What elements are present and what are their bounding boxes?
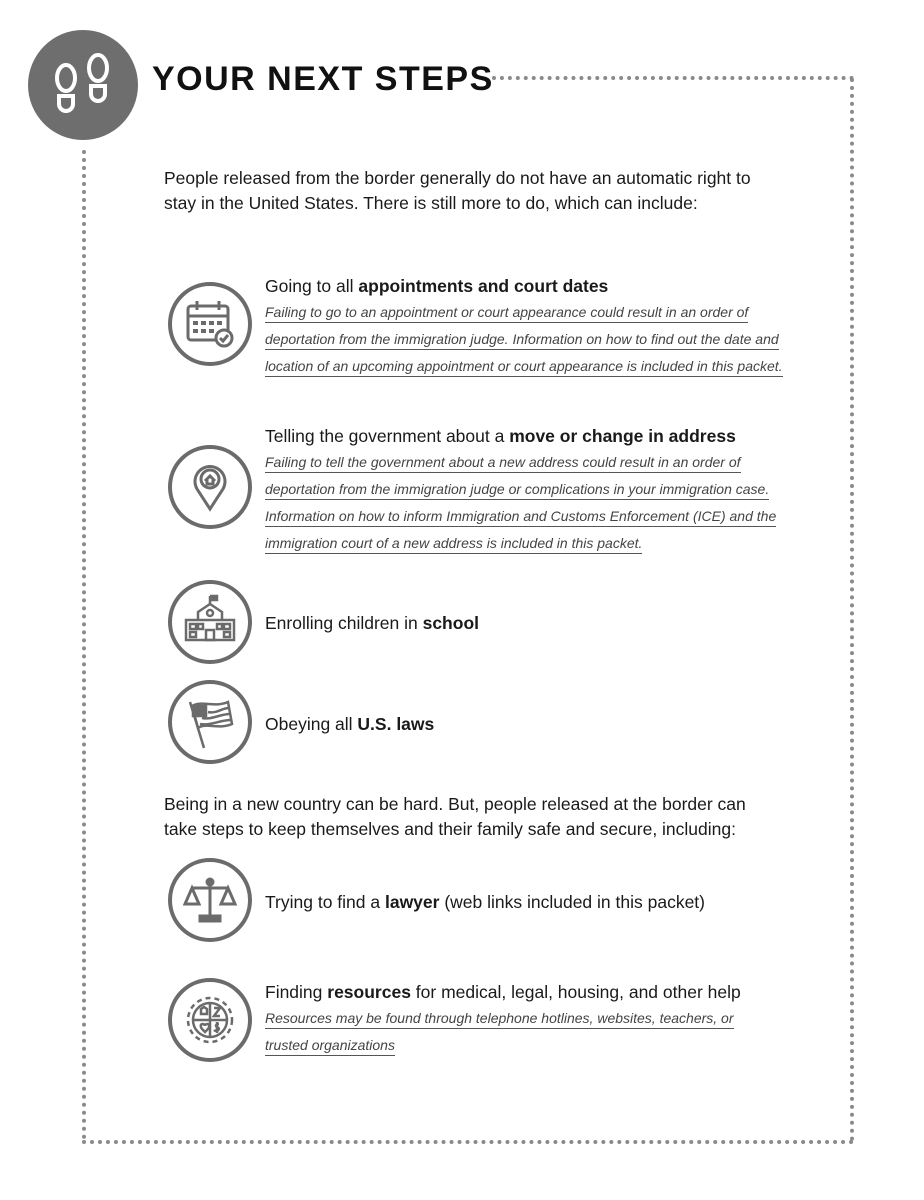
safety-paragraph (164, 792, 784, 842)
item-description-resources (265, 1006, 785, 1060)
page-title: YOUR NEXT STEPS (152, 60, 494, 98)
description-line: immigration court of a new address is included in this packet. (265, 533, 642, 554)
frame-top-border (492, 76, 854, 80)
calendar-icon (168, 282, 252, 366)
footsteps-icon (28, 30, 138, 140)
description-line: trusted organizations (265, 1035, 395, 1056)
description-line: Resources may be found through telephone hotlines, websites, teachers, or (265, 1008, 734, 1029)
frame-left-border (82, 150, 86, 1140)
heading-text: Enrolling children in (265, 613, 423, 633)
intro-paragraph (164, 166, 784, 216)
item-heading-address (265, 424, 736, 448)
intro-line: take steps to keep themselves and their family safe and secure, including: (164, 819, 736, 839)
scales-icon (168, 858, 252, 942)
heading-bold-text: U.S. laws (357, 714, 435, 734)
item-heading-appointments (265, 274, 608, 298)
description-line: deportation from the immigration judge. Information on how to find out the date and (265, 329, 779, 350)
heading-text: Telling the government about a (265, 426, 510, 446)
heading-bold-text: school (422, 613, 479, 633)
home-pin-icon (168, 445, 252, 529)
item-heading-laws (265, 712, 434, 736)
school-icon (168, 580, 252, 664)
intro-line: Being in a new country can be hard. But, people released at the border can (164, 794, 746, 814)
heading-text: for medical, legal, housing, and other help (410, 982, 741, 1002)
heading-text: (web links included in this packet) (439, 892, 705, 912)
heading-bold-text: appointments and court dates (358, 276, 609, 296)
heading-bold-text: lawyer (384, 892, 440, 912)
item-description-address (265, 450, 785, 558)
flag-icon (168, 680, 252, 764)
heading-text: Obeying all (265, 714, 358, 734)
item-description-appointments (265, 300, 785, 381)
resources-gear-icon (168, 978, 252, 1062)
description-line: deportation from the immigration judge or complications in your immigration case. (265, 479, 769, 500)
description-line: Failing to go to an appointment or court appearance could result in an order of (265, 302, 748, 323)
heading-text: Trying to find a (265, 892, 385, 912)
description-line: Information on how to inform Immigration and Customs Enforcement (ICE) and the (265, 506, 776, 527)
heading-text: Going to all (265, 276, 359, 296)
item-heading-school (265, 611, 479, 635)
intro-line: stay in the United States. There is still more to do, which can include: (164, 193, 698, 213)
frame-right-border (850, 78, 854, 1142)
item-heading-lawyer (265, 890, 705, 914)
heading-bold-text: move or change in address (509, 426, 736, 446)
heading-bold-text: resources (327, 982, 411, 1002)
description-line: location of an upcoming appointment or court appearance is included in this packet. (265, 356, 783, 377)
intro-line: People released from the border generally do not have an automatic right to (164, 168, 751, 188)
heading-text: Finding (265, 982, 328, 1002)
description-line: Failing to tell the government about a new address could result in an order of (265, 452, 741, 473)
frame-bottom-border (82, 1140, 854, 1144)
item-heading-resources (265, 980, 741, 1004)
